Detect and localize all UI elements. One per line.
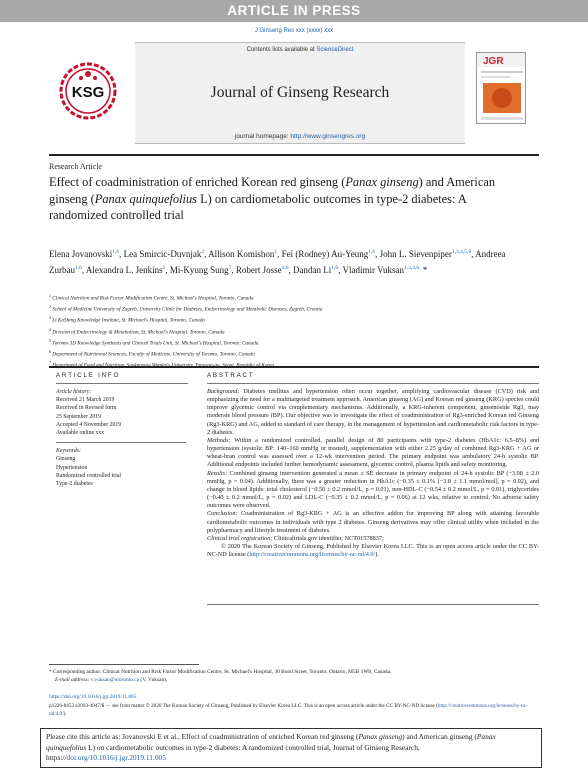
author-affiliation-marker[interactable]: 1,6: [112, 249, 120, 255]
sciencedirect-link[interactable]: ScienceDirect: [316, 47, 354, 53]
affiliation-item: 7: [49, 360, 51, 366]
abstract-bottom-rule: [207, 604, 539, 605]
author-separator: ,: [81, 264, 86, 275]
abstract-body: [207, 388, 539, 559]
author-name[interactable]: Mi-Kyung Sung: [169, 264, 229, 275]
email-link[interactable]: v.vuksan@utoronto.ca: [90, 677, 140, 683]
author-affiliation-marker[interactable]: 1,6: [331, 264, 339, 271]
author-name[interactable]: John L. Sievenpiper: [379, 249, 452, 259]
license-link[interactable]: http://creativecommons.org/licenses/by-nc-nd/4.0/: [249, 551, 376, 559]
corresponding-author-footnote: * Corresponding author. Clinical Nutrition and Risk Factor Modification Centre, St. Michael's Hospital, 30 Bond Street, Toronto, Ontario, M5B 1W8, Canada. E-mail address: v.vuksan@utoronto.ca (V. Vuksan).: [49, 668, 539, 684]
author-separator: ,: [119, 249, 124, 259]
doi-link[interactable]: https://doi.org/10.1016/j.jgr.2019.11.005: [49, 694, 137, 700]
list-item: 25 September 2019: [56, 413, 102, 420]
author-affiliation-marker[interactable]: 1,6: [75, 264, 82, 271]
history-list: [56, 396, 186, 437]
journal-masthead: [49, 42, 539, 150]
author-affiliation-marker[interactable]: 4,6: [281, 264, 289, 271]
author-separator: ,: [231, 264, 236, 275]
affiliation-item: $^4$ Division of Endocrinology & Metabolism, St. Michael's Hospital, Toronto, Canada: [49, 326, 225, 336]
list-item: Randomized controlled trial: [56, 472, 122, 479]
article-in-press-banner: ARTICLE IN PRESS: [0, 0, 588, 22]
logo-text: KSG: [71, 84, 105, 101]
journal-title: Journal of Ginseng Research: [210, 84, 390, 101]
author-name[interactable]: Allison Komishon: [208, 249, 275, 259]
info-divider: [56, 442, 186, 443]
list-item: Ginseng: [56, 456, 76, 463]
list-item: Hypertension: [56, 464, 88, 471]
abstract-conclusion: Conclusion: Coadministration of Rg3-KRG + AG is an effective addon for improving BP along with attaining favorable cardiometabolic outcomes in individuals with type 2 diabetes. Ginseng derivatives may offer clinical utility when included in the polypharmacy and lifestyle treatment of diabetes.: [207, 510, 539, 534]
author-separator: ,: [204, 249, 209, 259]
author-separator: ,: [338, 264, 343, 275]
author-affiliation-marker[interactable]: 1,3,4,6,: [404, 264, 421, 271]
journal-cover-thumbnail: [476, 52, 526, 124]
keywords-label: Keywords:: [56, 448, 81, 455]
affiliation-item: $^2$ School of Medicine University of Zagreb, University Clinic for Diabetes, Endocrinology and Metabolic Diseases, Zagreb, Croatia: [49, 304, 323, 313]
abstract-results: Results: Combined ginseng intervention generated a mean ± SE decrease in primary endpoint of 24-h systolic BP (−3.98 ± 2.0 mmHg, p = 0.04). Additionally, there was a greater reduction in HbA1c (−0.35 ± 0.1% [−3.8 ± 1.1 mmol/mol], p = 0.02), and change in blood lipids: total cholesterol (−0.50 ± 0.2 mmol/L, p = 0.01), non-HDL-C (−0.54 ± 0.2 mmol/L, p = 0.01), triglycerides (−0.40 ± 0.2 mmol/L, p = 0.02) and LDL-C (−0.35 ± 0.2 mmol/L, p = 0.06) at 12 wks, relative to control. No adverse safety outcomes were observed.: [207, 469, 539, 510]
journal-citation-top[interactable]: J Ginseng Res xxx (xxxx) xxx: [254, 28, 334, 34]
author-list: [49, 246, 519, 277]
abstract-background: Background: Diabetes mellitus and hypertension often occur together, amplifying cardiovascular disease (CVD) risk and emphasizing the need for a multitargeted treatment approach. American ginseng (AG) and Korean red ginseng (KRG) species could improve glycemic control via complementary mechanisms. Additionally, a KRG-inherent component, ginsenoside Rg3, may moderate blood pressure (BP). Our objective was to investigate the effect of coadministration of Rg3-enriched Korean red Ginseng (Rg3-KRG) and AG, added to standard of care therapy, in the management of hypertension and cardiometabolic risk factors in type-2 diabetes.: [207, 388, 539, 436]
abstract-rule: [207, 383, 539, 384]
author-affiliation-marker[interactable]: 1,6: [368, 249, 376, 255]
author-name[interactable]: Dandan Li: [293, 264, 332, 275]
cover-text: JGR: [483, 56, 504, 67]
author-name[interactable]: Fei (Rodney) Au-Yeung: [281, 249, 369, 259]
author-affiliation-marker[interactable]: 1: [162, 264, 166, 271]
list-item: Accepted 4 November 2019: [56, 421, 122, 428]
issn-license-line: p1226-8453 e2093-4947/$ — see front matter © 2020 The Korean Society of Ginseng, Published by Elsevier Korea LLC. This is an open access article under the CC BY-NC-ND license (http://creativecommons.org/licenses/by-nc-nd/4.0/).: [49, 703, 528, 717]
affiliation-item: $^5$ Toronto 3D Knowledge Synthesis and Clinical Trials Unit, St. Michael's Hospital, Toronto, Canada: [49, 337, 259, 347]
homepage-link[interactable]: http://www.ginsengres.org: [290, 133, 366, 140]
article-info: [56, 388, 186, 488]
affiliation-item: $^1$ Clinical Nutrition and Risk Factor Modification Centre, St. Michael's Hospital, Toronto, Canada: [49, 293, 254, 302]
article-type: Research Article: [49, 162, 103, 171]
author-separator: *: [420, 264, 428, 275]
list-item: Received in Revised form: [56, 405, 117, 412]
author-separator: ,: [471, 249, 476, 259]
author-separator: ,: [277, 249, 282, 259]
header-rule: [49, 154, 539, 156]
author-name[interactable]: Lea Smircic-Duvnjak: [123, 249, 202, 259]
contents-line: Contents lists available at ScienceDirect: [246, 47, 354, 53]
article-title: Effect of coadministration of enriched Korean red ginseng (Panax ginseng) and American ginseng (Panax quinquefolius L) on cardiometabolic outcomes in type-2 diabetes: A randomized controlled trial: [49, 175, 496, 222]
author-affiliation-marker[interactable]: 7: [228, 264, 232, 271]
author-affiliation-marker[interactable]: 1,3,4,5,6: [451, 249, 472, 255]
footnote-rule: [49, 664, 199, 665]
abstract-heading: ABSTRACT: [207, 372, 255, 379]
affiliation-list: [49, 292, 529, 371]
issn-license-link[interactable]: http://creativecommons.org/licenses/by-nc-nd/4.0/: [49, 703, 528, 717]
abstract-copyright: © 2020 The Korean Society of Ginseng, Published by Elsevier Korea LLC. This is an open access article under the CC BY-NC-ND license (http://creativecommons.org/licenses/by-nc-nd/4.0/).: [207, 542, 539, 559]
affiliation-item: $^6$ Department of Nutritional Sciences, Faculty of Medicine, University of Toronto, Toronto, Canada: [49, 349, 255, 358]
corresponding-author-text: * Corresponding author. Clinical Nutrition and Risk Factor Modification Centre, St. Michael's Hospital, 30 Bond Street, Toronto, Ontario, M5B 1W8, Canada.: [49, 669, 392, 675]
info-rule: [56, 383, 188, 384]
abstract-registration: Clinical trial registration: Clinicaltrials.gov identifier, NCT01578837;: [207, 534, 384, 542]
list-item: Available online xxx: [56, 430, 105, 437]
cite-doi-link[interactable]: doi.org/10.1016/j.jgr.2019.11.005: [66, 753, 166, 762]
list-item: Type-2 diabetes: [56, 481, 93, 488]
author-separator: ,: [288, 264, 294, 275]
author-name[interactable]: Vladimir Vuksan: [342, 264, 405, 275]
journal-homepage: journal homepage: http://www.ginsengres.org: [234, 133, 366, 140]
author-affiliation-marker[interactable]: 2: [201, 249, 205, 255]
article-info-heading: ARTICLE INFO: [56, 372, 121, 379]
keywords-list: [56, 455, 186, 488]
list-item: Received 21 March 2019: [56, 397, 115, 404]
author-affiliation-marker[interactable]: 1: [274, 249, 278, 255]
author-separator: ,: [375, 249, 380, 259]
abstract-methods: Methods: Within a randomized controlled, parallel design of 80 participants with type-2 diabetes (HbA1c: 6.5–8%) and hypertension (systolic BP: 140–160 mmHg or treated), supplementation with either 2.25 g/day of combined Rg3-KRG + AG or wheat-bran control was assessed over a 12-wk intervention period. The primary endpoint was ambulatory 24-h systolic BP. Additional endpoints included further hemodynamic assessment, glycemic control, plasma lipids and safety monitoring.: [207, 436, 539, 469]
please-cite-box: Please cite this article as: Jovanovski E et al., Effect of coadministration of enriched Korean red ginseng (Panax ginseng) and American ginseng (Panax quinquefolius L) on cardiometabolic outcomes in type-2 diabetes: A randomized controlled trial, Journal of Ginseng Research, https://doi.org/10.1016/j.jgr.2019.11.005: [40, 728, 542, 768]
author-name[interactable]: Elena Jovanovski: [49, 249, 113, 259]
author-name[interactable]: Alexandra L. Jenkins: [85, 264, 163, 275]
section-rule: [49, 366, 539, 368]
author-separator: ,: [165, 264, 170, 275]
author-name[interactable]: Robert Josse: [235, 264, 282, 275]
author-name[interactable]: Andreea Zurbau: [49, 249, 506, 275]
history-label: Article history:: [56, 389, 92, 395]
journal-header-box: [135, 42, 465, 144]
affiliation-item: $^3$ Li KaShing Knowledge Institute, St. Michael's Hospital, Toronto, Canada: [49, 315, 205, 325]
ksg-logo-icon: [57, 60, 119, 122]
